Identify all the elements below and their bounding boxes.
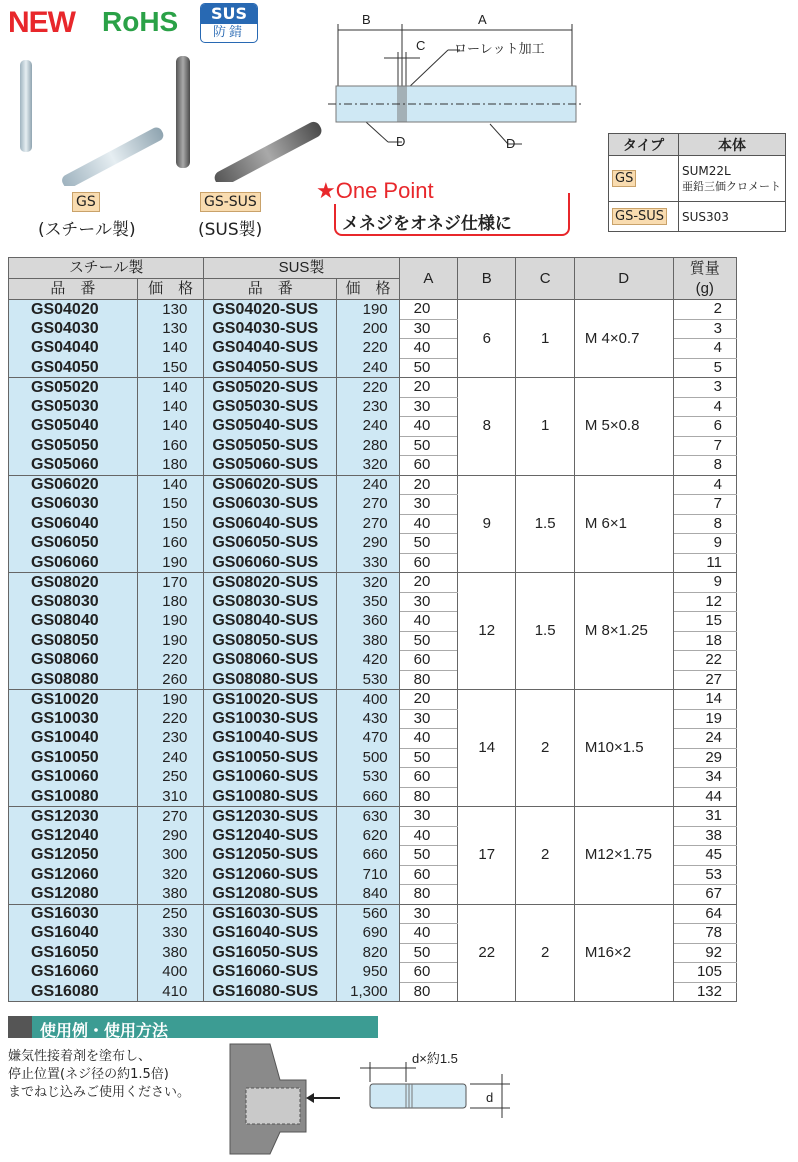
sus-part-number: GS05040-SUS (204, 417, 337, 437)
steel-part-number: GS05020 (9, 378, 138, 398)
steel-part-number: GS06030 (9, 495, 138, 515)
mass-g: 22 (673, 651, 737, 671)
dim-c: 1 (516, 300, 574, 378)
steel-price: 380 (137, 943, 203, 963)
steel-part-number: GS12050 (9, 846, 138, 866)
sus-price: 950 (337, 963, 399, 983)
usage-title: 使用例・使用方法 (40, 1021, 169, 1040)
usage-dim-diameter: d (486, 1090, 494, 1105)
product-caption-sus: (SUS製) (198, 220, 263, 240)
sus-part-number: GS04040-SUS (204, 339, 337, 359)
one-point-text: メネジをオネジ仕様に (342, 214, 512, 234)
steel-price: 130 (137, 300, 203, 320)
mass-g: 3 (673, 378, 737, 398)
length-a: 60 (399, 456, 457, 476)
steel-price: 230 (137, 729, 203, 749)
sus-price: 350 (337, 592, 399, 612)
mass-g: 4 (673, 339, 737, 359)
steel-price: 290 (137, 826, 203, 846)
length-a: 20 (399, 475, 457, 495)
dim-b: 14 (458, 690, 516, 807)
steel-price: 220 (137, 709, 203, 729)
table-row (9, 300, 737, 320)
steel-part-number: GS10060 (9, 768, 138, 788)
length-a: 50 (399, 748, 457, 768)
length-a: 60 (399, 768, 457, 788)
thread-d: M12×1.75 (574, 807, 673, 905)
steel-part-number: GS08080 (9, 670, 138, 690)
steel-price: 410 (137, 982, 203, 1002)
usage-line: 停止位置(ネジ径の約1.5倍) (8, 1067, 169, 1082)
steel-part-number: GS08060 (9, 651, 138, 671)
length-a: 60 (399, 865, 457, 885)
type-gs-sus: GS-SUS (612, 208, 667, 225)
material-gs: SUM22L (682, 163, 731, 178)
sus-part-header: 品 番 (204, 279, 337, 300)
sus-part-number: GS12030-SUS (204, 807, 337, 827)
steel-part-number: GS12060 (9, 865, 138, 885)
steel-part-number: GS10020 (9, 690, 138, 710)
table-row (9, 690, 737, 710)
col-a-header: A (399, 258, 457, 300)
sus-price: 620 (337, 826, 399, 846)
mass-g: 14 (673, 690, 737, 710)
length-a: 30 (399, 807, 457, 827)
sus-part-number: GS08080-SUS (204, 670, 337, 690)
length-a: 40 (399, 924, 457, 944)
usage-line: までねじ込みご使用ください。 (8, 1085, 191, 1100)
steel-price: 220 (137, 651, 203, 671)
length-a: 40 (399, 417, 457, 437)
length-a: 20 (399, 378, 457, 398)
steel-price: 160 (137, 436, 203, 456)
length-a: 30 (399, 904, 457, 924)
steel-part-number: GS12040 (9, 826, 138, 846)
mass-g: 8 (673, 514, 737, 534)
steel-part-number: GS08030 (9, 592, 138, 612)
sus-price: 560 (337, 904, 399, 924)
length-a: 50 (399, 631, 457, 651)
thread-d: M10×1.5 (574, 690, 673, 807)
mass-g: 6 (673, 417, 737, 437)
mass-g: 18 (673, 631, 737, 651)
mass-g: 4 (673, 397, 737, 417)
steel-part-number: GS08050 (9, 631, 138, 651)
thread-d: M 5×0.8 (574, 378, 673, 476)
steel-price: 250 (137, 768, 203, 788)
type-gs: GS (612, 170, 636, 187)
mass-g: 11 (673, 553, 737, 573)
mass-g: 132 (673, 982, 737, 1002)
sus-part-number: GS10060-SUS (204, 768, 337, 788)
mass-g: 53 (673, 865, 737, 885)
table-row (9, 475, 737, 495)
thread-d: M 8×1.25 (574, 573, 673, 690)
steel-part-number: GS08020 (9, 573, 138, 593)
sus-part-number: GS05020-SUS (204, 378, 337, 398)
steel-part-number: GS06060 (9, 553, 138, 573)
mass-g: 5 (673, 358, 737, 378)
steel-price: 310 (137, 787, 203, 807)
sus-price: 230 (337, 397, 399, 417)
length-a: 20 (399, 300, 457, 320)
length-a: 30 (399, 319, 457, 339)
type-material-table (608, 133, 786, 232)
mass-g: 64 (673, 904, 737, 924)
mass-g: 7 (673, 495, 737, 515)
sus-price: 630 (337, 807, 399, 827)
mass-g: 34 (673, 768, 737, 788)
sus-price: 690 (337, 924, 399, 944)
mass-g: 15 (673, 612, 737, 632)
sus-price: 380 (337, 631, 399, 651)
length-a: 40 (399, 339, 457, 359)
steel-part-number: GS04040 (9, 339, 138, 359)
steel-part-number: GS05050 (9, 436, 138, 456)
table-row (9, 378, 737, 398)
sus-price: 270 (337, 495, 399, 515)
sus-price: 1,300 (337, 982, 399, 1002)
dim-label-d-right: D (506, 136, 516, 151)
mass-g: 2 (673, 300, 737, 320)
sus-part-number: GS12080-SUS (204, 885, 337, 905)
product-spec-table (8, 257, 737, 1002)
mass-g: 3 (673, 319, 737, 339)
steel-part-number: GS16050 (9, 943, 138, 963)
length-a: 80 (399, 670, 457, 690)
steel-price: 140 (137, 378, 203, 398)
rust-proof-label: 防錆 (212, 25, 245, 40)
sus-part-number: GS12040-SUS (204, 826, 337, 846)
mass-header-label: 質量 (689, 259, 720, 277)
rohs-badge: RoHS (102, 6, 179, 37)
sus-price: 200 (337, 319, 399, 339)
length-a: 30 (399, 709, 457, 729)
dim-c: 2 (516, 690, 574, 807)
length-a: 80 (399, 885, 457, 905)
steel-part-number: GS06020 (9, 475, 138, 495)
steel-part-number: GS05060 (9, 456, 138, 476)
sus-part-number: GS05050-SUS (204, 436, 337, 456)
length-a: 40 (399, 514, 457, 534)
sus-part-number: GS06060-SUS (204, 553, 337, 573)
steel-price: 190 (137, 690, 203, 710)
sus-part-number: GS10020-SUS (204, 690, 337, 710)
body-header: 本体 (679, 134, 786, 156)
dim-c: 2 (516, 807, 574, 905)
length-a: 40 (399, 612, 457, 632)
steel-part-header: 品 番 (9, 279, 138, 300)
sus-price: 530 (337, 670, 399, 690)
steel-price: 180 (137, 456, 203, 476)
steel-price: 180 (137, 592, 203, 612)
material-gs-sus: SUS303 (679, 202, 786, 232)
thread-d: M16×2 (574, 904, 673, 1002)
steel-price: 140 (137, 397, 203, 417)
sus-part-number: GS10030-SUS (204, 709, 337, 729)
steel-part-number: GS04020 (9, 300, 138, 320)
sus-part-number: GS04030-SUS (204, 319, 337, 339)
mass-g: 19 (673, 709, 737, 729)
product-rows (9, 300, 737, 1002)
sus-price: 470 (337, 729, 399, 749)
steel-price: 190 (137, 553, 203, 573)
length-a: 80 (399, 982, 457, 1002)
sus-part-number: GS10050-SUS (204, 748, 337, 768)
sus-part-number: GS04050-SUS (204, 358, 337, 378)
length-a: 50 (399, 436, 457, 456)
type-cell (609, 202, 679, 232)
steel-header: スチール製 (9, 258, 204, 279)
steel-part-number: GS04030 (9, 319, 138, 339)
steel-price: 130 (137, 319, 203, 339)
product-code-gs-sus: GS-SUS (200, 192, 261, 212)
sus-part-number: GS16080-SUS (204, 982, 337, 1002)
mass-header (673, 258, 737, 300)
sus-price: 330 (337, 553, 399, 573)
dim-c: 1.5 (516, 475, 574, 573)
sus-part-number: GS06030-SUS (204, 495, 337, 515)
sus-price: 240 (337, 417, 399, 437)
table-row (9, 573, 737, 593)
length-a: 60 (399, 553, 457, 573)
length-a: 50 (399, 943, 457, 963)
dim-label-b: B (362, 12, 371, 27)
steel-price: 150 (137, 495, 203, 515)
sus-price: 220 (337, 378, 399, 398)
sus-part-number: GS05060-SUS (204, 456, 337, 476)
col-d-header: D (574, 258, 673, 300)
mass-g: 24 (673, 729, 737, 749)
sus-part-number: GS06050-SUS (204, 534, 337, 554)
mass-g: 67 (673, 885, 737, 905)
sus-part-number: GS08040-SUS (204, 612, 337, 632)
mass-g: 9 (673, 534, 737, 554)
mass-g: 31 (673, 807, 737, 827)
mass-g: 12 (673, 592, 737, 612)
steel-part-number: GS12080 (9, 885, 138, 905)
steel-part-number: GS06040 (9, 514, 138, 534)
dim-label-c: C (416, 38, 426, 53)
dim-c: 1.5 (516, 573, 574, 690)
steel-price: 330 (137, 924, 203, 944)
product-caption-steel: (スチール製) (38, 220, 136, 240)
thread-d: M 4×0.7 (574, 300, 673, 378)
sus-part-number: GS16030-SUS (204, 904, 337, 924)
sus-part-number: GS06040-SUS (204, 514, 337, 534)
usage-line: 嫌気性接着剤を塗布し、 (8, 1049, 152, 1064)
length-a: 30 (399, 397, 457, 417)
sus-part-number: GS08050-SUS (204, 631, 337, 651)
mass-header-unit: (g) (695, 279, 714, 297)
sus-part-number: GS16050-SUS (204, 943, 337, 963)
usage-dim-length: d×約1.5 (412, 1051, 458, 1066)
mass-g: 4 (673, 475, 737, 495)
mass-g: 92 (673, 943, 737, 963)
steel-pin-image (14, 56, 174, 186)
dim-b: 12 (458, 573, 516, 690)
sus-price-header: 価 格 (337, 279, 399, 300)
sus-part-number: GS05030-SUS (204, 397, 337, 417)
steel-part-number: GS10080 (9, 787, 138, 807)
sus-part-number: GS12050-SUS (204, 846, 337, 866)
sus-price: 530 (337, 768, 399, 788)
sus-price: 190 (337, 300, 399, 320)
mass-g: 7 (673, 436, 737, 456)
steel-part-number: GS10030 (9, 709, 138, 729)
usage-bar-block (8, 1016, 32, 1038)
sus-rust-badge (200, 3, 258, 43)
length-a: 50 (399, 534, 457, 554)
sus-price: 360 (337, 612, 399, 632)
length-a: 40 (399, 826, 457, 846)
steel-price: 170 (137, 573, 203, 593)
sus-price: 430 (337, 709, 399, 729)
length-a: 80 (399, 787, 457, 807)
mass-g: 9 (673, 573, 737, 593)
length-a: 30 (399, 592, 457, 612)
thread-d: M 6×1 (574, 475, 673, 573)
steel-part-number: GS05030 (9, 397, 138, 417)
usage-instructions (8, 1048, 190, 1102)
sus-price: 420 (337, 651, 399, 671)
dim-label-a: A (478, 12, 487, 27)
type-header: タイプ (609, 134, 679, 156)
mass-g: 78 (673, 924, 737, 944)
col-c-header: C (516, 258, 574, 300)
steel-part-number: GS16040 (9, 924, 138, 944)
sus-price: 290 (337, 534, 399, 554)
dim-b: 17 (458, 807, 516, 905)
dim-b: 22 (458, 904, 516, 1002)
steel-part-number: GS12030 (9, 807, 138, 827)
dim-label-d-left: D (396, 134, 406, 149)
steel-price: 260 (137, 670, 203, 690)
sus-header: SUS製 (204, 258, 399, 279)
table-row (9, 904, 737, 924)
sus-price: 320 (337, 573, 399, 593)
steel-price: 160 (137, 534, 203, 554)
sus-part-number: GS08020-SUS (204, 573, 337, 593)
mass-g: 38 (673, 826, 737, 846)
sus-part-number: GS08060-SUS (204, 651, 337, 671)
sus-part-number: GS06020-SUS (204, 475, 337, 495)
length-a: 50 (399, 846, 457, 866)
steel-price: 150 (137, 358, 203, 378)
steel-part-number: GS10050 (9, 748, 138, 768)
sus-part-number: GS08030-SUS (204, 592, 337, 612)
sus-part-number: GS10040-SUS (204, 729, 337, 749)
sus-price: 820 (337, 943, 399, 963)
usage-section-bar (8, 1016, 378, 1038)
dim-c: 2 (516, 904, 574, 1002)
steel-price: 140 (137, 475, 203, 495)
steel-price: 190 (137, 631, 203, 651)
steel-price: 270 (137, 807, 203, 827)
steel-price: 250 (137, 904, 203, 924)
finish-gs: 亜鉛三価クロメート (682, 179, 781, 193)
dim-b: 8 (458, 378, 516, 476)
mass-g: 8 (673, 456, 737, 476)
steel-part-number: GS06050 (9, 534, 138, 554)
dim-b: 6 (458, 300, 516, 378)
dim-b: 9 (458, 475, 516, 573)
sus-pin-image (168, 52, 328, 182)
steel-price: 320 (137, 865, 203, 885)
sus-price: 400 (337, 690, 399, 710)
steel-price: 300 (137, 846, 203, 866)
steel-price: 140 (137, 417, 203, 437)
sus-price: 240 (337, 358, 399, 378)
new-badge: NEW (8, 6, 75, 39)
steel-part-number: GS10040 (9, 729, 138, 749)
steel-price-header: 価 格 (137, 279, 203, 300)
mass-g: 29 (673, 748, 737, 768)
sus-price: 500 (337, 748, 399, 768)
mass-g: 27 (673, 670, 737, 690)
sus-price: 280 (337, 436, 399, 456)
body-cell (679, 156, 786, 202)
dim-c: 1 (516, 378, 574, 476)
length-a: 30 (399, 495, 457, 515)
sus-price: 240 (337, 475, 399, 495)
steel-part-number: GS16080 (9, 982, 138, 1002)
length-a: 40 (399, 729, 457, 749)
sus-price: 220 (337, 339, 399, 359)
sus-part-number: GS12060-SUS (204, 865, 337, 885)
length-a: 60 (399, 651, 457, 671)
steel-price: 150 (137, 514, 203, 534)
steel-price: 140 (137, 339, 203, 359)
sus-badge-label: SUS (201, 4, 257, 24)
steel-price: 190 (137, 612, 203, 632)
mass-g: 44 (673, 787, 737, 807)
steel-price: 240 (137, 748, 203, 768)
steel-part-number: GS16030 (9, 904, 138, 924)
mass-g: 105 (673, 963, 737, 983)
steel-part-number: GS04050 (9, 358, 138, 378)
table-row (9, 807, 737, 827)
one-point-title: ★One Point (316, 178, 438, 204)
sus-price: 320 (337, 456, 399, 476)
length-a: 50 (399, 358, 457, 378)
steel-part-number: GS16060 (9, 963, 138, 983)
sus-part-number: GS10080-SUS (204, 787, 337, 807)
sus-part-number: GS16040-SUS (204, 924, 337, 944)
steel-price: 400 (137, 963, 203, 983)
knurl-label: ローレット加工 (454, 41, 545, 56)
sus-price: 270 (337, 514, 399, 534)
type-cell (609, 156, 679, 202)
length-a: 60 (399, 963, 457, 983)
steel-part-number: GS08040 (9, 612, 138, 632)
length-a: 20 (399, 690, 457, 710)
col-b-header: B (458, 258, 516, 300)
sus-price: 660 (337, 787, 399, 807)
mass-g: 45 (673, 846, 737, 866)
steel-part-number: GS05040 (9, 417, 138, 437)
sus-part-number: GS16060-SUS (204, 963, 337, 983)
sus-price: 840 (337, 885, 399, 905)
steel-price: 380 (137, 885, 203, 905)
sus-price: 660 (337, 846, 399, 866)
dimension-drawing (320, 6, 590, 166)
sus-price: 710 (337, 865, 399, 885)
sus-part-number: GS04020-SUS (204, 300, 337, 320)
length-a: 20 (399, 573, 457, 593)
product-code-gs: GS (72, 192, 100, 212)
